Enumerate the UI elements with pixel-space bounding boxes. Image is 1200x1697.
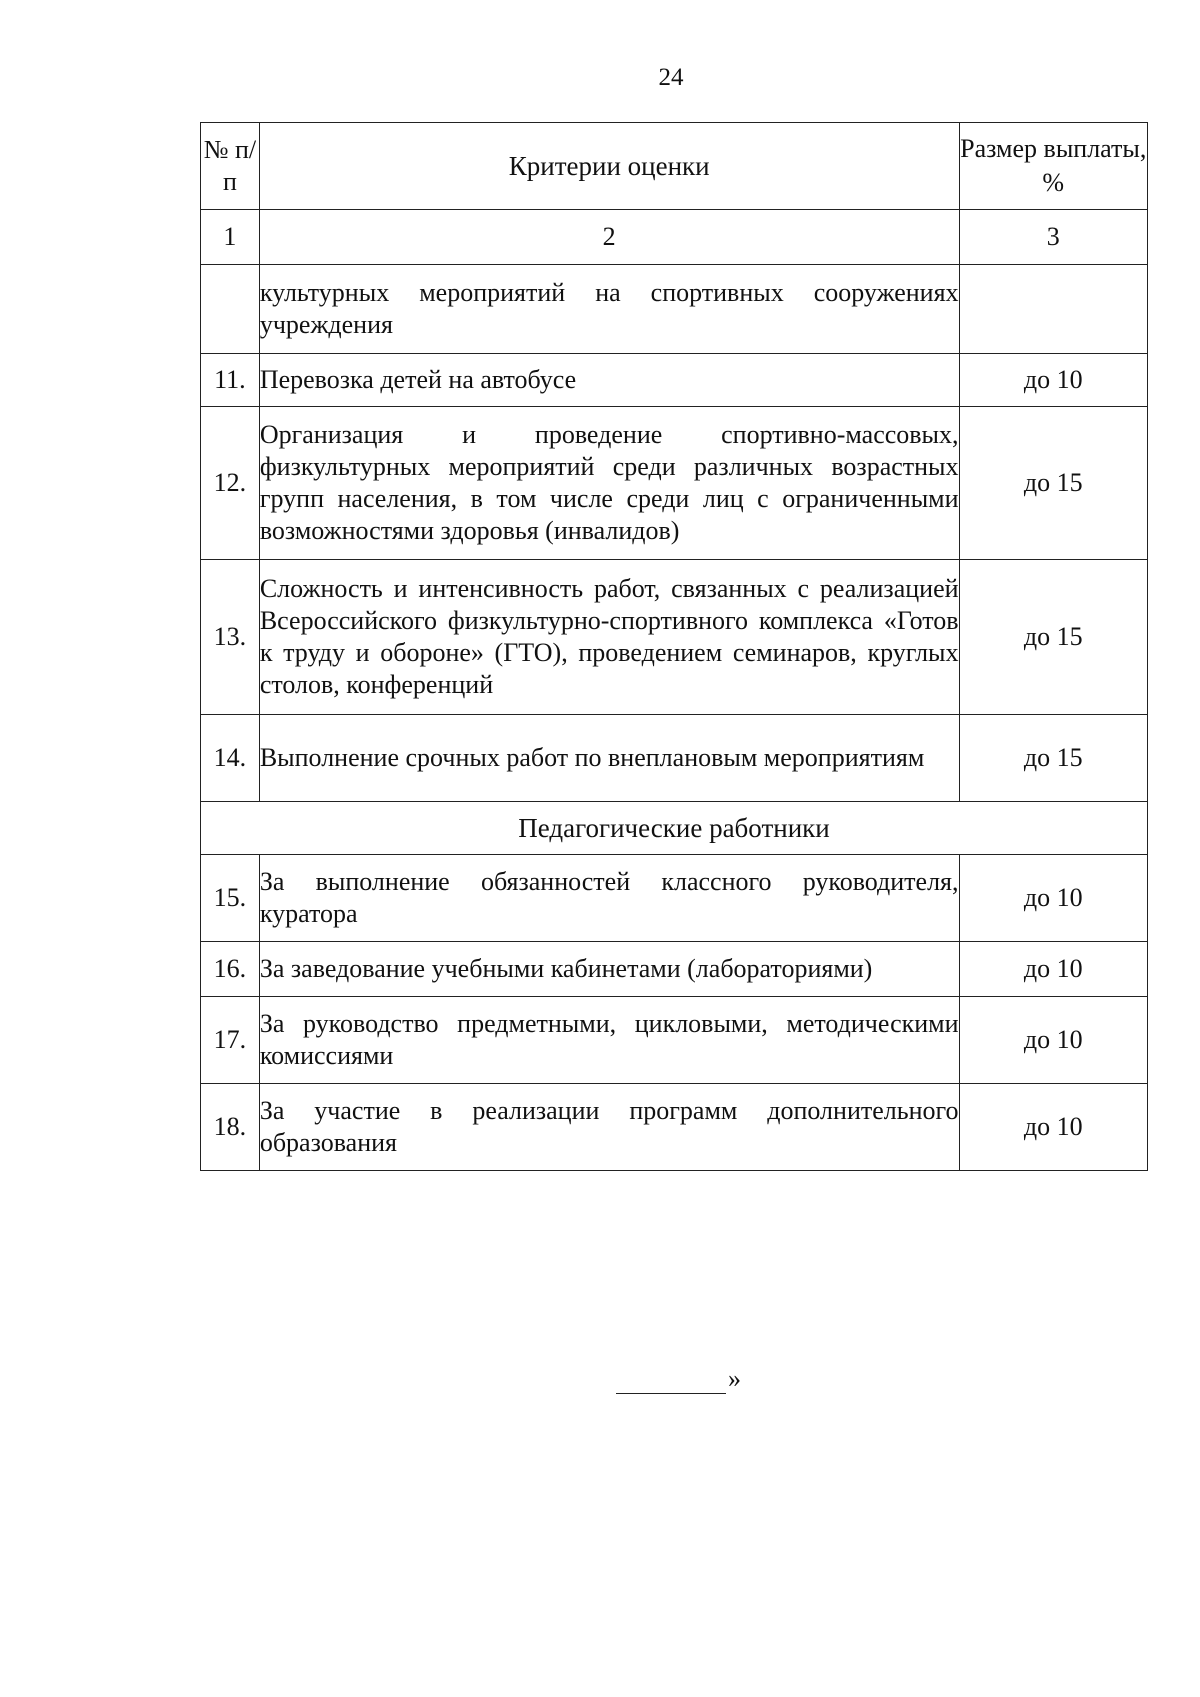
row-payment: до 10	[959, 1084, 1147, 1171]
row-criteria: Выполнение срочных работ по внеплановым мероприятиям	[259, 715, 959, 802]
end-underline	[616, 1369, 726, 1394]
row-payment	[959, 265, 1147, 354]
header-num: № п/п	[201, 123, 260, 210]
row-criteria: За участие в реализации программ дополнительного образования	[259, 1084, 959, 1171]
row-num: 13.	[201, 560, 260, 715]
table-row	[201, 715, 1148, 802]
row-criteria: За выполнение обязанностей классного руководителя, куратора	[259, 855, 959, 942]
table-row	[201, 1084, 1148, 1171]
table-row	[201, 265, 1148, 354]
row-num: 15.	[201, 855, 260, 942]
criteria-table	[200, 122, 1148, 1171]
header-payment: Размер выплаты, %	[959, 123, 1147, 210]
table-row	[201, 354, 1148, 407]
row-criteria: За руководство предметными, цикловыми, методическими комиссиями	[259, 997, 959, 1084]
row-num: 11.	[201, 354, 260, 407]
section-row	[201, 802, 1148, 855]
row-num: 17.	[201, 997, 260, 1084]
closing-quote: »	[728, 1364, 741, 1393]
row-criteria: культурных мероприятий на спортивных сооружениях учреждения	[259, 265, 959, 354]
row-num: 14.	[201, 715, 260, 802]
column-index-row	[201, 210, 1148, 265]
row-payment: до 15	[959, 407, 1147, 560]
row-criteria: За заведование учебными кабинетами (лабораториями)	[259, 942, 959, 997]
row-payment: до 10	[959, 354, 1147, 407]
section-title: Педагогические работники	[201, 802, 1148, 855]
row-payment: до 10	[959, 855, 1147, 942]
row-num: 16.	[201, 942, 260, 997]
row-payment: до 10	[959, 942, 1147, 997]
row-num: 18.	[201, 1084, 260, 1171]
column-index: 2	[259, 210, 959, 265]
table-row	[201, 997, 1148, 1084]
row-payment: до 10	[959, 997, 1147, 1084]
table-row	[201, 560, 1148, 715]
column-index: 1	[201, 210, 260, 265]
row-num	[201, 265, 260, 354]
row-criteria: Организация и проведение спортивно-массовых, физкультурных мероприятий среди различных возрастных групп населения, в том числе среди лиц с ограниченными возможностями здоровья (инвалидов)	[259, 407, 959, 560]
row-criteria: Перевозка детей на автобусе	[259, 354, 959, 407]
end-mark	[616, 1364, 741, 1394]
column-index: 3	[959, 210, 1147, 265]
header-criteria: Критерии оценки	[259, 123, 959, 210]
row-payment: до 15	[959, 715, 1147, 802]
row-num: 12.	[201, 407, 260, 560]
table-row	[201, 942, 1148, 997]
table-row	[201, 855, 1148, 942]
table-row	[201, 407, 1148, 560]
row-payment: до 15	[959, 560, 1147, 715]
row-criteria: Сложность и интенсивность работ, связанных с реализацией Всероссийского физкультурно-спортивного комплекса «Готов к труду и обороне» (ГТО), проведением семинаров, круглых столов, конференций	[259, 560, 959, 715]
page-number: 24	[658, 64, 684, 91]
table-header-row	[201, 123, 1148, 210]
